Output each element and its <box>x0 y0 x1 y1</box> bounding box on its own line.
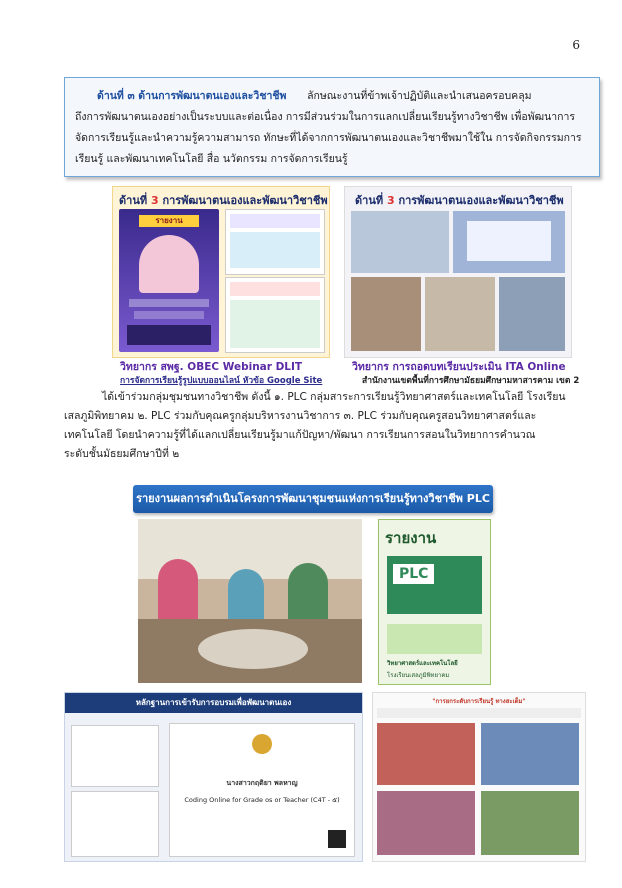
section-box <box>64 77 600 177</box>
plc-report-banner: รายงานผลการดำเนินโครงการพัฒนาชุมชนแห่งการเรียนรู้ทางวิชาชีพ PLC <box>133 485 493 513</box>
cert-name: นางสาวกฤติยา พลหาญ <box>226 779 298 787</box>
webinar-poster <box>119 209 219 352</box>
photo-1 <box>351 211 449 273</box>
section-heading: ด้านที่ ๓ ด้านการพัฒนาตนเองและวิชาชีพ <box>97 90 287 102</box>
poster-label: รายงาน <box>139 215 199 227</box>
right-card-title: ด้านที่ 3 การพัฒนาตนเองและพัฒนาวิชาชีพ <box>355 194 564 207</box>
left-caption-1: วิทยากร สพฐ. OBEC Webinar DLIT <box>120 361 303 373</box>
section-line-3: จัดการเรียนรู้และนำความรู้ความสามารถ ทักษะที่ได้จากการพัฒนาตนเองและวิชาชีพมาใช้ใน การจัดกิจกรรมการ <box>75 132 582 144</box>
qr-code-icon <box>328 830 346 848</box>
report-badge: PLC <box>393 564 434 584</box>
photo-3 <box>351 277 421 351</box>
section-intro: ลักษณะงานที่ข้าพเจ้าปฏิบัติและนำเสนอครอบคลุม <box>307 90 532 102</box>
left-card-title: ด้านที่ 3 การพัฒนาตนเองและพัฒนาวิชาชีพ <box>119 194 328 207</box>
plc-report-cover <box>378 519 491 685</box>
paragraph-line-1: ได้เข้าร่วมกลุ่มชุมชนทางวิชาชีพ ดังนี้ ๑. PLC กลุ่มสาระการเรียนรู้วิทยาศาสตร์และเทคโนโลยี โรงเรียน <box>102 391 566 403</box>
page-number: 6 <box>572 38 580 52</box>
photo-2 <box>453 211 565 273</box>
section-line-2: ถึงการพัฒนาตนเองอย่างเป็นระบบและต่อเนื่อง การมีส่วนร่วมในการแลกเปลี่ยนเรียนรู้ทางวิชาชีพ เพื่อพัฒนาการ <box>75 111 576 123</box>
paragraph-line-3: เทคโนโลยี โดยนำความรู้ที่ได้แลกเปลี่ยนเรียนรู้มาแก้ปัญหา/พัฒนา การเรียนการสอนในวิทยาการคำนวณ <box>64 429 536 441</box>
report-title: รายงาน <box>385 529 437 547</box>
plc-paragraph <box>64 388 604 464</box>
right-caption-1: วิทยากร การถอดบทเรียนประเมิน ITA Online <box>352 361 566 373</box>
activity-photos-panel <box>372 692 586 862</box>
activity-photo-3 <box>377 791 475 855</box>
paragraph-line-4: ระดับชั้นมัธยมศึกษาปีที่ ๒ <box>64 448 180 460</box>
screenshot-thumb-2 <box>225 277 325 353</box>
paragraph-line-2: เสลภูมิพิทยาคม ๒. PLC ร่วมกับคุณครูกลุ่มบริหารงานวิชาการ ๓. PLC ร่วมกับคุณครูสอนวิทยาศาสตร์และ <box>64 410 537 422</box>
photo-4 <box>425 277 495 351</box>
right-caption-2: สำนักงานเขตพื้นที่การศึกษามัธยมศึกษามหาสารคาม เขต 2 <box>362 376 580 386</box>
speaker-photo <box>139 235 199 293</box>
activity-photo-4 <box>481 791 579 855</box>
report-subtitle: วิทยาศาสตร์และเทคโนโลยี <box>387 660 458 667</box>
cert-course: Coding Online for Grade os or Teacher (C4T - ๕) <box>184 796 340 804</box>
section-line-4: เรียนรู้ และพัฒนาเทคโนโลยี สื่อ นวัตกรรม การจัดการเรียนรู้ <box>75 153 348 165</box>
left-caption-2: การจัดการเรียนรู้รูปแบบออนไลน์ หัวข้อ Google Site <box>120 376 323 386</box>
activity-photo-1 <box>377 723 475 785</box>
report-school: โรงเรียนเสลภูมิพิทยาคม <box>387 672 450 679</box>
photo-5 <box>499 277 565 351</box>
cert-panel-header: หลักฐานการเข้ารับการอบรมเพื่อพัฒนาตนเอง <box>65 693 362 713</box>
main-certificate <box>169 723 355 857</box>
screenshot-thumb-1 <box>225 209 325 275</box>
activity-photo-2 <box>481 723 579 785</box>
cert-thumb-1 <box>71 725 159 787</box>
cert-thumb-2 <box>71 791 159 857</box>
plc-meeting-photo <box>138 519 362 683</box>
ita-photo-collage <box>344 186 572 358</box>
pr-header: "การยกระดับการเรียนรู้ ทางสะเต็ม" <box>432 698 526 705</box>
training-certificates-panel <box>64 692 363 862</box>
webinar-poster-image <box>112 186 330 358</box>
